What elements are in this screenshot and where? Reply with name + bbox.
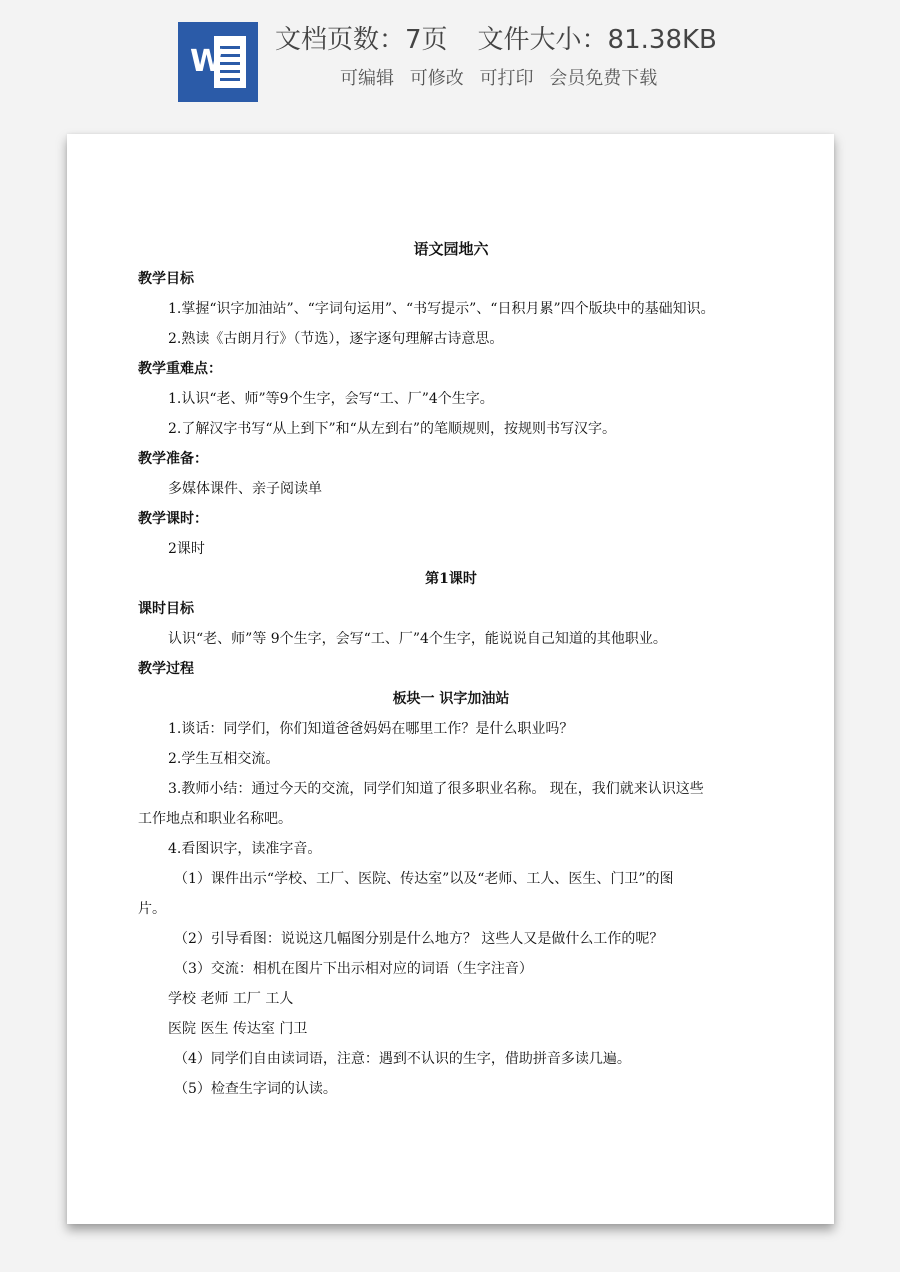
section-heading: 教学重难点： bbox=[138, 361, 222, 377]
paragraph-line: 2.了解汉字书写“从上到下”和“从左到右”的笔顺规则，按规则书写汉字。 bbox=[168, 421, 616, 437]
paragraph-line: 1.认识“老、师”等9个生字，会写“工、厂”4个生字。 bbox=[168, 391, 494, 407]
section-heading: 教学目标 bbox=[138, 271, 194, 287]
paragraph-line: 片。 bbox=[138, 901, 166, 917]
feature-member-download: 会员免费下载 bbox=[549, 68, 658, 89]
section-heading: 课时目标 bbox=[138, 601, 194, 617]
section-heading: 第1课时 bbox=[425, 571, 477, 587]
document-body bbox=[138, 234, 764, 1104]
paragraph-line: （5）检查生字词的认读。 bbox=[174, 1081, 337, 1097]
feature-printable: 可打印 bbox=[479, 68, 534, 89]
word-letter: W bbox=[190, 44, 224, 79]
file-info bbox=[275, 22, 717, 58]
paragraph-line: 2.熟读《古朗月行》（节选），逐字逐句理解古诗意思。 bbox=[168, 331, 504, 347]
paragraph-line: 2.学生互相交流。 bbox=[168, 751, 280, 767]
paragraph-line: 医院 医生 传达室 门卫 bbox=[168, 1021, 308, 1037]
paragraph-line: 3.教师小结：通过今天的交流，同学们知道了很多职业名称。 现在，我们就来认识这些 bbox=[168, 781, 704, 797]
section-heading: 板块一 识字加油站 bbox=[392, 691, 510, 707]
paragraph-line: （2）引导看图：说说这几幅图分别是什么地方？ 这些人又是做什么工作的呢？ bbox=[174, 931, 664, 947]
paragraph-line: 2课时 bbox=[168, 541, 205, 557]
feature-modifiable: 可修改 bbox=[409, 68, 464, 89]
section-heading: 教学课时： bbox=[138, 511, 208, 527]
paragraph-line: 多媒体课件、亲子阅读单 bbox=[168, 481, 322, 497]
paragraph-line: 1.谈话：同学们，你们知道爸爸妈妈在哪里工作？是什么职业吗？ bbox=[168, 721, 574, 737]
paragraph-line: 1.掌握“识字加油站”、“字词句运用”、“书写提示”、“日积月累”四个版块中的基础知识。 bbox=[168, 301, 715, 317]
paragraph-line: 认识“老、师”等 9个生字，会写“工、厂”4个生字，能说说自己知道的其他职业。 bbox=[168, 631, 667, 647]
file-size: 文件大小：81.38KB bbox=[477, 25, 717, 55]
download-banner bbox=[0, 0, 900, 120]
document-page bbox=[67, 134, 834, 1224]
word-document-icon bbox=[178, 22, 258, 102]
paragraph-line: 4.看图识字，读准字音。 bbox=[168, 841, 322, 857]
paragraph-line: （1）课件出示“学校、工厂、医院、传达室”以及“老师、工人、医生、门卫”的图 bbox=[174, 871, 674, 887]
feature-editable: 可编辑 bbox=[340, 68, 394, 89]
paragraph-line: （3）交流：相机在图片下出示相对应的词语（生字注音） bbox=[174, 961, 533, 977]
feature-list bbox=[340, 66, 667, 92]
document-title: 语文园地六 bbox=[413, 240, 489, 258]
page-count: 文档页数：7页 bbox=[275, 25, 448, 55]
paragraph-line: 工作地点和职业名称吧。 bbox=[138, 811, 292, 827]
section-heading: 教学过程 bbox=[138, 661, 194, 677]
paragraph-line: （4）同学们自由读词语，注意：遇到不认识的生字，借助拼音多读几遍。 bbox=[174, 1051, 631, 1067]
paragraph-line: 学校 老师 工厂 工人 bbox=[168, 991, 294, 1007]
section-heading: 教学准备： bbox=[138, 451, 208, 467]
